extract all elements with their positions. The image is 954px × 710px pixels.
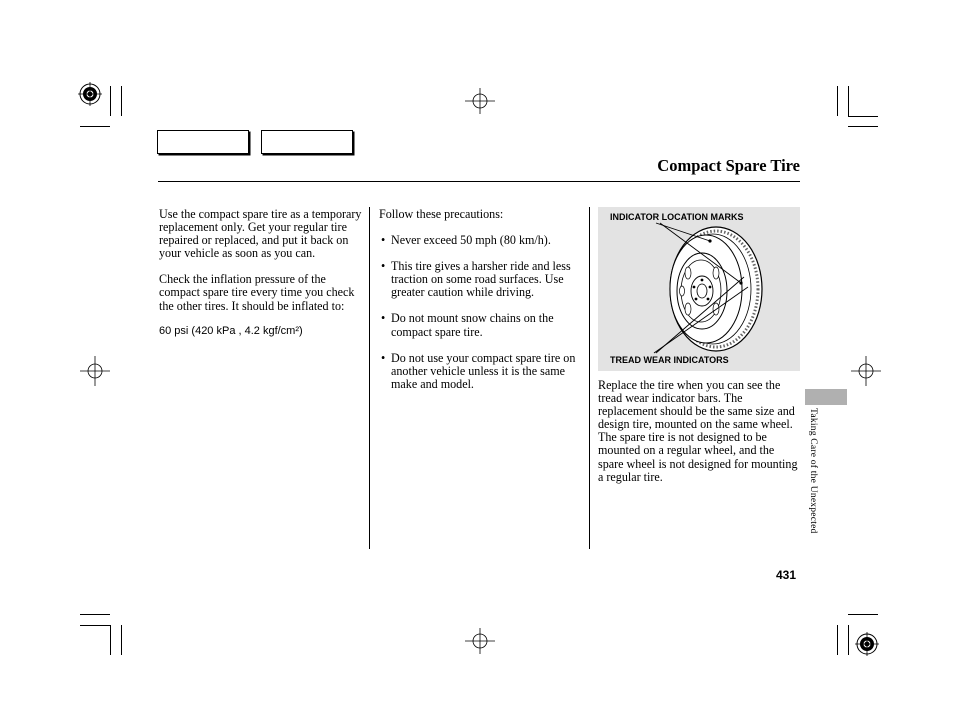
left-column xyxy=(159,208,365,338)
indicator-location-marks-label: INDICATOR LOCATION MARKS xyxy=(610,212,744,222)
section-tab-label: Taking Care of the Unexpected xyxy=(808,408,819,534)
section-tab[interactable] xyxy=(805,389,847,405)
registration-target-icon xyxy=(78,82,102,106)
inflation-pressure-value: 60 psi (420 kPa , 4.2 kgf/cm²) xyxy=(159,324,303,337)
nav-tab-box-1[interactable] xyxy=(157,130,249,154)
crosshair-icon xyxy=(80,356,110,386)
column-divider xyxy=(369,207,370,549)
page-number: 431 xyxy=(776,568,797,582)
precautions-list xyxy=(379,234,579,391)
inflation-paragraph: Check the inflation pressure of the compact spare tire every time you check the other tires. It should be inflated to: xyxy=(159,272,355,313)
header-rule xyxy=(158,181,800,182)
middle-column xyxy=(379,208,579,404)
spare-usage-paragraph: Use the compact spare tire as a temporary replacement only. Get your regular tire repaired or replaced, and put it back on your vehicle as soon as you can. xyxy=(159,207,362,261)
page-title: Compact Spare Tire xyxy=(657,156,800,175)
tire-figure xyxy=(598,207,800,371)
registration-target-icon xyxy=(855,632,879,656)
tread-wear-indicators-label: TREAD WEAR INDICATORS xyxy=(610,355,729,365)
list-item: • Do not mount snow chains on the compact spare tire. xyxy=(379,312,579,338)
nav-tab-box-2[interactable] xyxy=(261,130,353,154)
crosshair-icon xyxy=(465,628,495,654)
precautions-intro: Follow these precautions: xyxy=(379,207,504,221)
list-item: • This tire gives a harsher ride and less traction on some road surfaces. Use greater caution while driving. xyxy=(379,260,579,299)
list-item: • Never exceed 50 mph (80 km/h). xyxy=(379,234,579,247)
spare-tire-illustration xyxy=(598,207,800,371)
replacement-paragraph: Replace the tire when you can see the tread wear indicator bars. The replacement should be the same size and design tire, mounted on the same wheel. The spare tire is not designed to be mounted on a regular wheel, and the spare wheel is not designed for mounting a regular tire. xyxy=(598,378,798,484)
list-item: • Do not use your compact spare tire on another vehicle unless it is the same make and model. xyxy=(379,352,579,391)
column-divider xyxy=(589,207,590,549)
crosshair-icon xyxy=(465,88,495,114)
crosshair-icon xyxy=(851,356,881,386)
